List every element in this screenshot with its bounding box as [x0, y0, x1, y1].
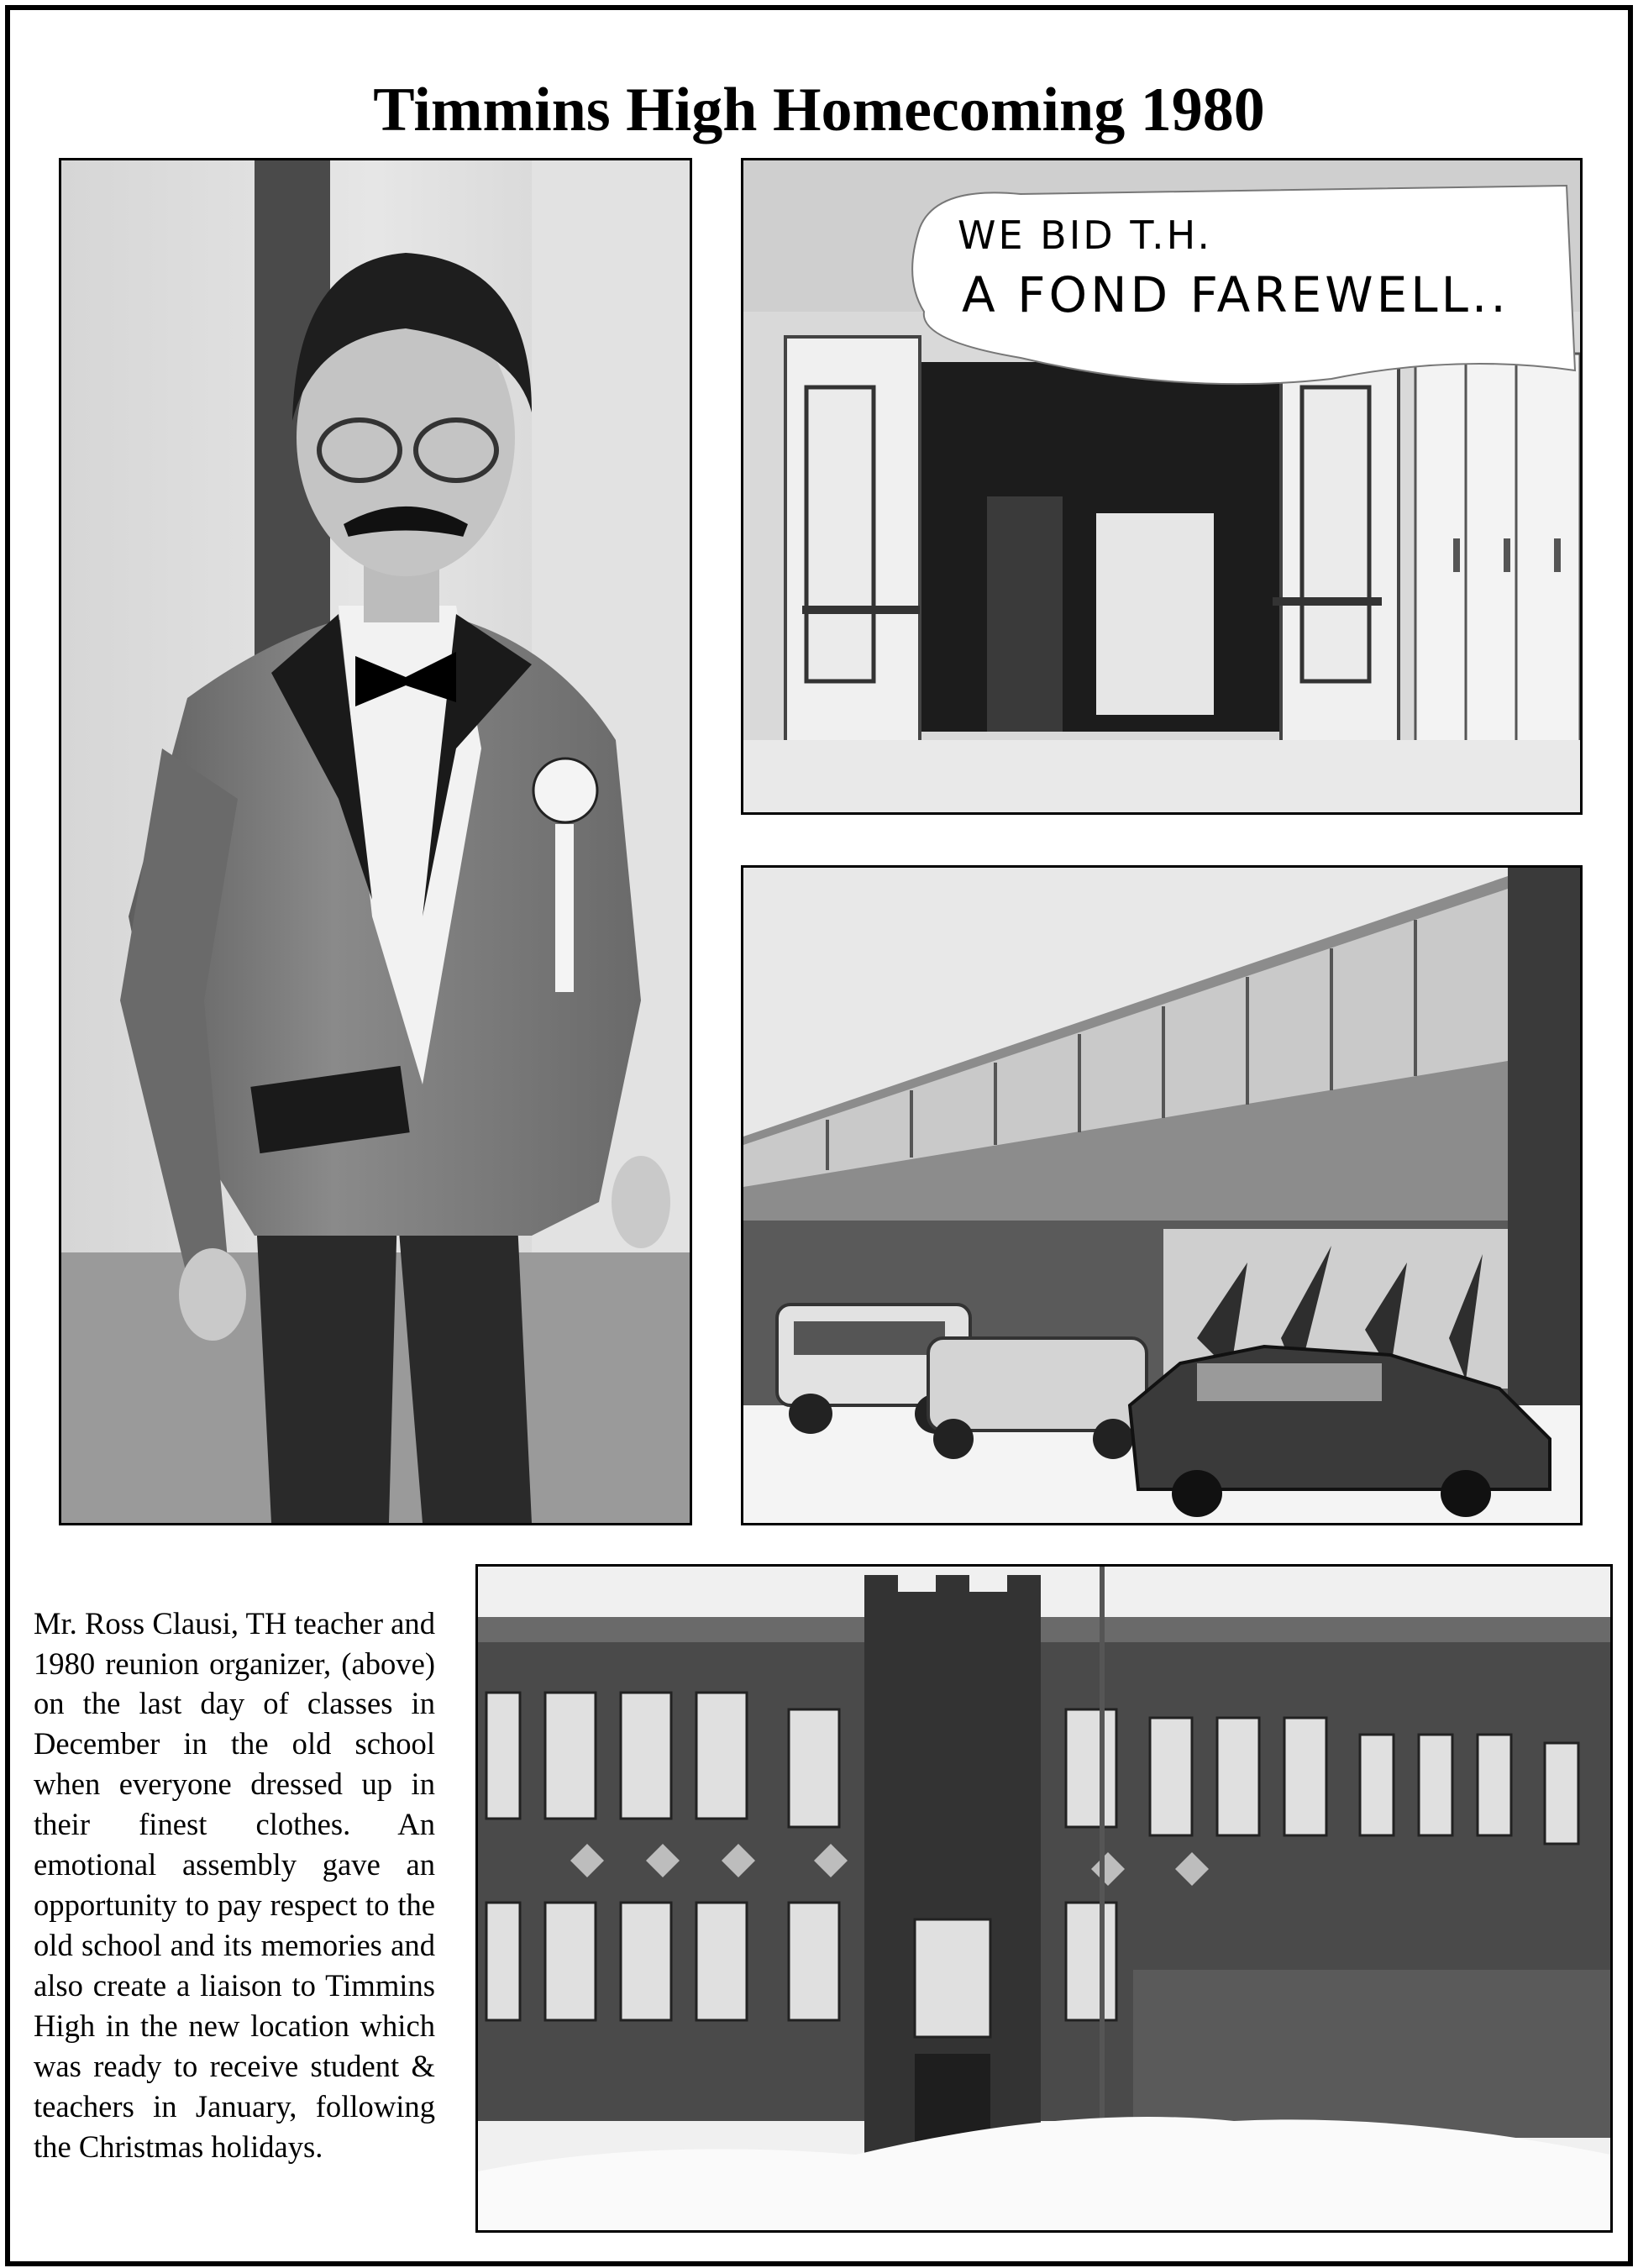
building-side-photo-image: [743, 868, 1580, 1523]
photo-caption: Mr. Ross Clausi, TH teacher and 1980 reunion organizer, (above) on the last day of classes in December in the old school when everyone dressed up in their finest clothes. An emotional assembly gave an opportunity to pay respect to the old school and its memories and also create a liaison to Timmins High in the new location which was ready to receive student & teachers in January, following the Christmas holidays.: [34, 1605, 435, 2164]
banner-line-1: WE BID T.H.: [958, 213, 1213, 258]
teacher-photo-image: [61, 160, 690, 1523]
doorway-photo: [741, 158, 1583, 815]
doorway-photo-image: [743, 160, 1580, 812]
school-front-photo-image: [478, 1567, 1610, 2230]
school-front-photo: [475, 1564, 1613, 2233]
teacher-photo: [59, 158, 692, 1525]
page-title: Timmins High Homecoming 1980: [373, 75, 1265, 144]
building-side-photo: [741, 865, 1583, 1525]
banner-line-2: A FOND FAREWELL..: [962, 266, 1509, 323]
